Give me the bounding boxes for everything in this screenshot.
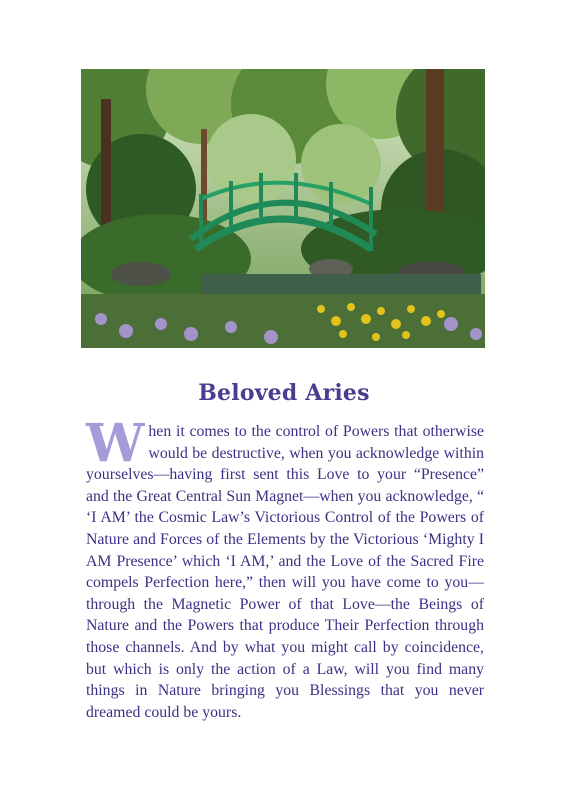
paragraph-text: hen it comes to the control of Powers that otherwise would be destructive, when you acknowledge within yourselves—having first sent this Love to your “Presence” and the Great Central Sun Magnet—when you acknowledge, “ ‘I AM’ the Cosmic Law’s Victorious Control of the Powers of Nature and Forces of the Elements by the Victorious ‘Mighty I AM Presence’ which ‘I AM,’ and the Love of the Sacred Fire compels Perfection here,” then will you have come to you—through the Magnetic Power of that Love—the Beings of Nature and the Powers that produce Their Perfection through those channels. And by what you might call by coincidence, but which is only the action of a Law, will you find many things in Nature bringing you Blessings that you never dreamed could be yours. [86, 423, 484, 721]
page-title: Beloved Aries [198, 380, 370, 406]
body-paragraph [86, 413, 484, 723]
drop-cap: W [86, 413, 145, 474]
garden-bridge-photo [81, 69, 485, 348]
